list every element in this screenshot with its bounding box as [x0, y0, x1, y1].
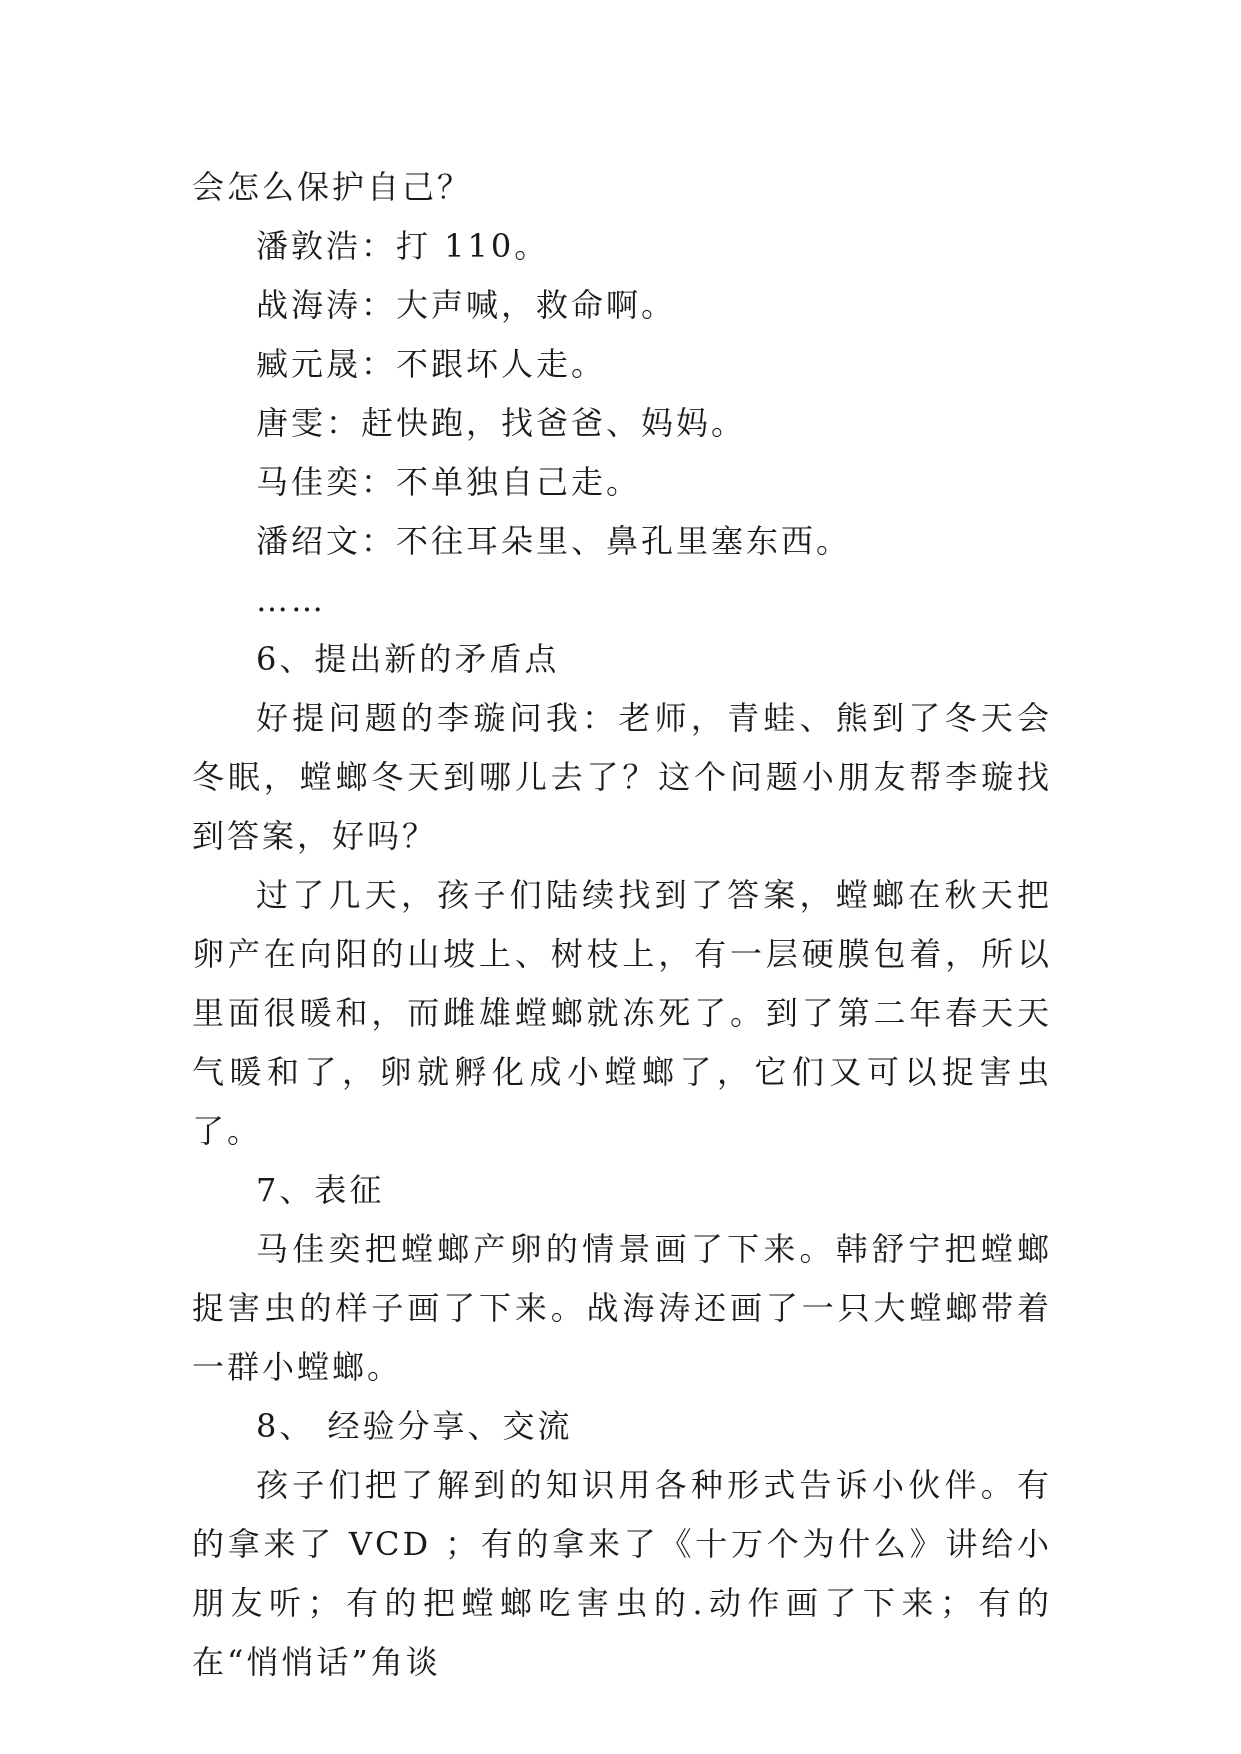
- ellipsis-line: ……: [256, 581, 326, 619]
- paragraph: 潘绍文：不往耳朵里、鼻孔里塞东西。: [256, 522, 852, 560]
- paragraph: 好提问题的李璇问我：老师，青蛙、熊到了冬天会冬眠，螳螂冬天到哪儿去了？这个问题小朋友帮李璇找到答案，好吗？: [192, 699, 1052, 855]
- paragraph: 过了几天，孩子们陆续找到了答案，螳螂在秋天把卵产在向阳的山坡上、树枝上，有一层硬膜包着，所以里面很暖和，而雌雄螳螂就冻死了。到了第二年春天天气暖和了，卵就孵化成小螳螂了，它们又可以捉害虫了。: [192, 876, 1052, 1150]
- section-heading: 6、提出新的矛盾点: [256, 640, 560, 678]
- section-heading: 8、 经验分享、交流: [256, 1407, 573, 1445]
- paragraph: 马佳奕把螳螂产卵的情景画了下来。韩舒宁把螳螂捉害虫的样子画了下来。战海涛还画了一只大螳螂带着一群小螳螂。: [192, 1230, 1052, 1386]
- paragraph: 臧元晟：不跟坏人走。: [256, 345, 607, 383]
- paragraph: 唐雯：赶快跑，找爸爸、妈妈。: [256, 404, 747, 442]
- paragraph: 马佳奕：不单独自己走。: [256, 463, 642, 501]
- paragraph: 潘敦浩：打 110。: [256, 227, 550, 265]
- paragraph: 会怎么保护自己？: [192, 168, 473, 206]
- paragraph: 战海涛：大声喊，救命啊。: [256, 286, 677, 324]
- section-heading: 7、表征: [256, 1171, 385, 1209]
- paragraph: 孩子们把了解到的知识用各种形式告诉小伙伴。有的拿来了 VCD ；有的拿来了《十万个为什么》讲给小朋友听；有的把螳螂吃害虫的.动作画了下来；有的在“悄悄话”角谈: [192, 1466, 1052, 1681]
- document-body: [192, 158, 1052, 1692]
